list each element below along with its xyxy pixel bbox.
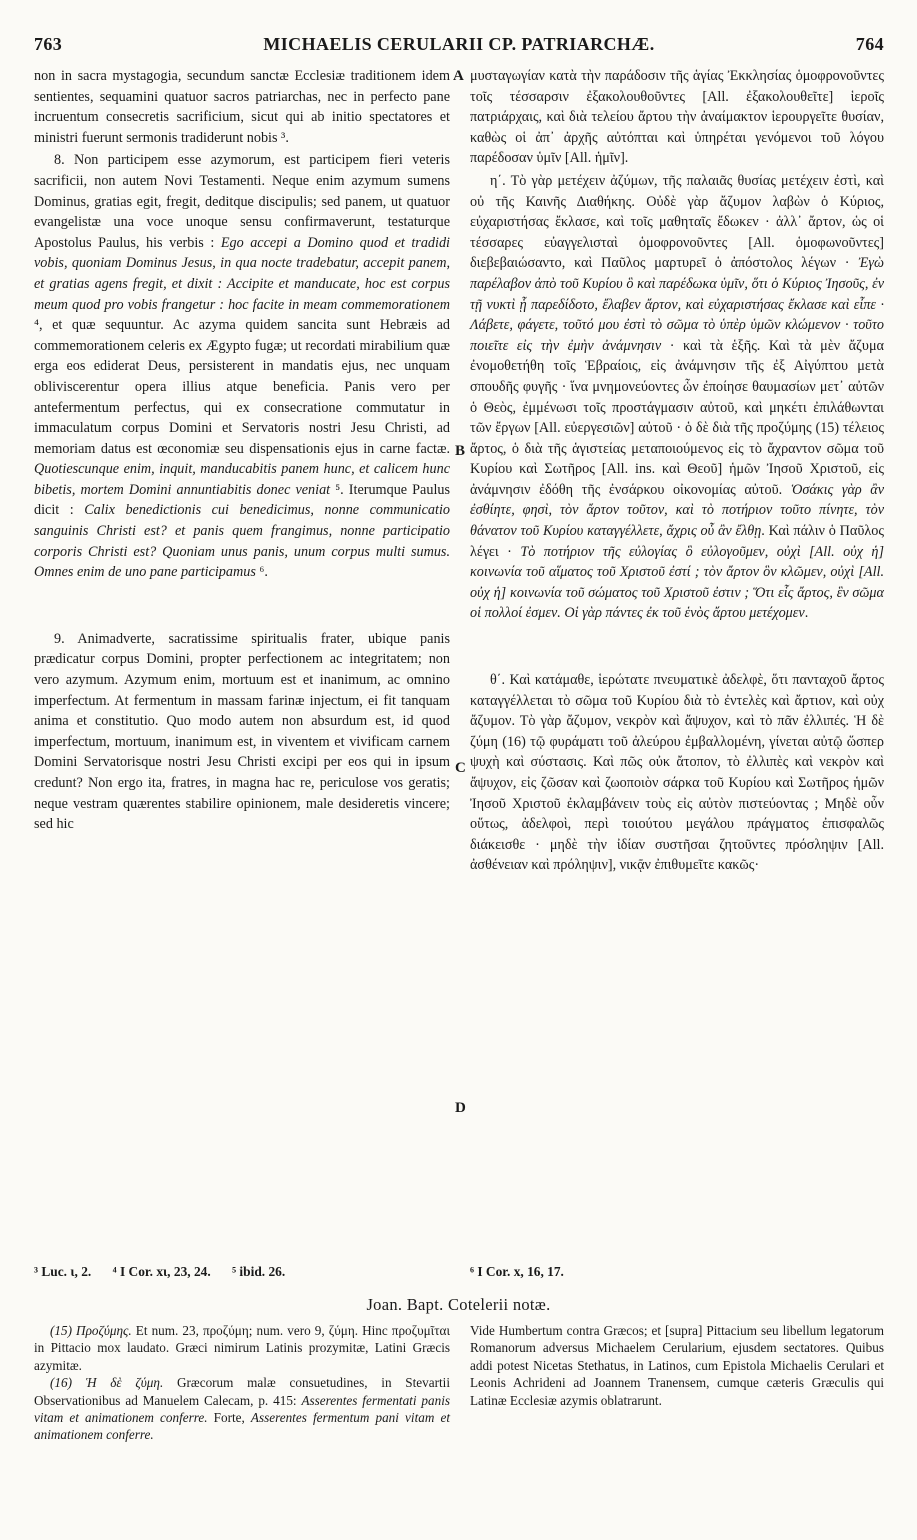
note-16-lemma: (16) Ἡ δὲ ζύμη. — [50, 1375, 164, 1391]
latin-paragraph-intro: non in sacra mystagogia, secundum sanctæ Ecclesiæ traditionem idem sentientes, sequamini quatuor sacros patriarchas, nec in perfecto pane incruentum consecretis sacrificium, sicut qui ab initio spectatores et ministri fuerunt sermonis tradiderunt nobis ³. — [34, 68, 450, 146]
note-16: (16) Ἡ δὲ ζύμη. Græcorum malæ consuetudines, in Stevartii Observationibus ad Manuelem Calecam, p. 415: Asserentes fermentati panis vitam et animationem conferre. Forte, Asserentes fermentum pani vitam et animationem conferre. — [34, 1375, 450, 1443]
greek-quote-1cor-11: Ἐγὼ παρέλαβον ἀπὸ τοῦ Κυρίου ὃ καὶ παρέδωκα ὑμῖν, ὅτι ὁ Κύριος Ἰησοῦς, ἐν τῇ νυκτὶ ᾗ παρεδίδοτο, ἔλαβεν ἄρτον, καὶ εὐχαριστήσας ἔκλασε καὶ εἶπε · Λάβετε, φάγετε, τοῦτό μου ἐστὶ τὸ σῶμα τὸ ὑπὲρ ὑμῶν κλώμενον · τοῦτο ποιεῖτε εἰς τὴν ἐμὴν ἀνάμνησιν — [470, 255, 884, 354]
editor-notes-left — [34, 1322, 450, 1444]
margin-letter-a: A — [453, 68, 464, 84]
greek-quote-1cor-11-26: Ὁσάκις γὰρ ἂν ἐσθίητε, φησὶ, τὸν ἄρτον τοῦτον, καὶ τὸ ποτήριον τοῦτο πίνητε, τὸν θάνατον τοῦ Κυρίου καταγγέλλετε, ἄχρις οὗ ἂν ἔλθῃ — [470, 481, 884, 540]
greek-quote-1cor-10: Τὸ ποτήριον τῆς εὐλογίας ὃ εὐλογοῦμεν, οὐχὶ [All. οὐχ ἡ] κοινωνία τοῦ αἵματος τοῦ Χριστοῦ ἐστί ; τὸν ἄρτον ὃν κλῶμεν, οὐχὶ [All. οὐχ ἡ] κοινωνία τοῦ σώματος τοῦ Χριστοῦ ἐστιν ; Ὅτι εἷς ἄρτος, ἓν σῶμα οἱ πολλοί ἐσμεν. Οἱ γὰρ πάντες ἐκ τοῦ ἑνὸς ἄρτου μετέχομεν — [470, 543, 884, 622]
latin-paragraph-8: 8. Non participem esse azymorum, est participem fieri veteris sacrificii, non autem Novi Testamenti. Neque enim azymum sumens Dominus, gratias egit, fregit, deditque discipulis; sed panem, ut quatuor evangelistæ una voce unoque sensu confirmaverunt, testaturque Apostolus Paulus, his verbis : Ego accepi a Domino quod et tradidi vobis, quoniam Dominus Jesus, in qua nocte tradebatur, accepit panem, et gratias agens fregit, et dixit : Accipite et manducate, hoc est corpus meum quod pro vobis frangetur : hoc facite in meam commemorationem ⁴, et quæ sequuntur. Ac azyma quidem sancita sunt Hebræis ad commemorationem celeris ex Ægypto fugæ; ut recordati mirabilium quæ erga eos ediderat Deus, persisterent in mandatis ejus, nec unquam obliviscerentur opera illius atque beneficia. Panis vero per antefermentum perfectus, qui ex consecratione commutatur in immaculatum corpus Domini et Servatoris nostri Jesu Christi, ad memoriam datus est œconomiæ seu dispensationis ejus in carne factæ. Quotiescunque enim, inquit, manducabitis panem hunc, et calicem hunc bibetis, mortem Domini annuntiabitis donec veniat ⁵. Iterumque Paulus dicit : Calix benedictionis cui benedicimus, nonne communicatio sanguinis Christi est? et panis quem frangimus, nonne participatio corporis Christi est? Quoniam unus panis, unum corpus multi sumus. Omnes enim de uno pane participamus ⁶. — [34, 152, 450, 581]
editor-notes-right — [470, 1322, 884, 1409]
latin-paragraph-9: 9. Animadverte, sacratissime spiritualis frater, ubique panis prædicatur corpus Domini, propter perfectionem ac integritatem; non vero azymum. Azymum enim, mortuum est et inanimum, ac omnino imperfectum. At fermentum in massam farinæ injectum, ei fit tanquam anima et constitutio. Quo modo autem non absurdum est, id quod imperfectum, mortuum, inanimum est, in viventem et vivificam carnem Domini Servatorisque nostri Jesu Christi excipi per eos qui in ipsum credunt? Non ergo ita, fratres, in magna hac re, periculose vos geratis; neque vestram quærentes stabilire opinionem, male desideretis vincere; sed hic — [34, 630, 450, 833]
notes-heading: Joan. Bapt. Cotelerii notæ. — [366, 1295, 551, 1314]
right-page-number: 764 — [855, 34, 884, 54]
margin-letter-c: C — [455, 760, 466, 776]
left-page-number: 763 — [34, 34, 63, 54]
margin-letter-b: B — [455, 443, 466, 459]
note-16-continued: Vide Humbertum contra Græcos; et [supra] Pittacium seu libellum legatorum Romanorum adversus Michaelem Cerularium, ejusdem sectatores. Quibus addi potest Nicetas Stethatus, in Latinos, cum Epistola Michaelis Cerulari et Leonis Achrideni ad Joannem Tranensem, cumque cæteris Græculis qui Latinæ Ecclesiæ azymis oblatrarunt. — [470, 1323, 884, 1408]
footnote-3: ³ Luc. ι, 2. — [34, 1264, 92, 1279]
running-head — [34, 34, 884, 56]
latin-quote-1cor-11: Ego accepi a Domino quod et tradidi vobis, quoniam Dominus Jesus, in qua nocte tradebatur, accepit panem, et gratias agens fregit, et dixit : Accipite et manducate, hoc est corpus meum quod pro vobis frangetur : hoc facite in meam commemorationem — [34, 234, 450, 313]
note-15: (15) Προζύμης. Et num. 23, προζύμη; num. vero 9, ζύμη. Hinc προζυμῖται in Pittacio mox laudato. Græci nimirum Latinis prozymitæ, Latini Græcis azymitæ. — [34, 1323, 450, 1373]
latin-quote-1cor-11-26: Quotiescunque enim, inquit, manducabitis panem hunc, et calicem hunc bibetis, mortem Domini annuntiabitis donec veniat — [34, 461, 450, 498]
footnote-6: ⁶ I Cor. x, 16, 17. — [470, 1264, 564, 1279]
greek-paragraph-8: η΄. Τὸ γὰρ μετέχειν ἀζύμων, τῆς παλαιᾶς θυσίας μετέχειν ἐστὶ, καὶ οὐ τῆς Καινῆς Διαθήκης. Οὐδὲ γὰρ ἄζυμον λαβὼν ὁ Κύριος, εὐχαριστήσας ἔκλασε, καὶ τοῖς μαθηταῖς ἔδωκεν · ἀλλ᾽ ἄρτον, ὡς οἱ τέσσαρες εὐαγγελισταὶ ὁμοφρονοῦντες [All. ὁμοφωνοῦντες] διεβεβαιώσαντο, καὶ Παῦλος μαρτυρεῖ ὁ ἀπόστολος λέγων · Ἐγὼ παρέλαβον ἀπὸ τοῦ Κυρίου ὃ καὶ παρέδωκα ὑμῖν, ὅτι ὁ Κύριος Ἰησοῦς, ἐν τῇ νυκτὶ ᾗ παρεδίδοτο, ἔλαβεν ἄρτον, καὶ εὐχαριστήσας ἔκλασε καὶ εἶπε · Λάβετε, φάγετε, τοῦτό μου ἐστὶ τὸ σῶμα τὸ ὑπὲρ ὑμῶν κλώμενον · τοῦτο ποιεῖτε εἰς τὴν ἐμὴν ἀνάμνησιν · καὶ τὰ ἑξῆς. Καὶ τὰ μὲν ἄζυμα ἐνομοθετήθη τοῖς Ἑβραίοις, εἰς ἀνάμνησιν τῆς ἐξ Αἰγύπτου μετὰ σπουδῆς φυγῆς · ἵνα μνημονεύοντες ὧν ἐποίησε θαυμασίων μετ᾽ αὐτῶν ὁ Θεὸς, ἐμμένωσι τοῖς προστάγμασιν αὐτοῦ, καὶ μηκέτι ἐπιλάθωνται τῶν ἔργων [All. εὐεργεσιῶν] αὐτοῦ · ὁ δὲ διὰ τῆς προζύμης (15) τέλειος ἄρτος, ὁ διὰ τῆς ἁγιστείας μεταποιούμενος εἰς τὸ ἄχραντον σῶμα τοῦ Κυρίου καὶ Σωτῆρος [All. ins. καὶ Θεοῦ] ἡμῶν Ἰησοῦ Χριστοῦ, εἰς ἀνάμνησιν ἐδόθη τῆς ἐνσάρκου οἰκονομίας αὐτοῦ. Ὁσάκις γὰρ ἂν ἐσθίητε, φησὶ, τὸν ἄρτον τοῦτον, καὶ τὸ ποτήριον τοῦτο πίνητε, τὸν θάνατον τοῦ Κυρίου καταγγέλλετε, ἄχρις οὗ ἂν ἔλθῃ. Καὶ πάλιν ὁ Παῦλος λέγει · Τὸ ποτήριον τῆς εὐλογίας ὃ εὐλογοῦμεν, οὐχὶ [All. οὐχ ἡ] κοινωνία τοῦ αἵματος τοῦ Χριστοῦ ἐστί ; τὸν ἄρτον ὃν κλῶμεν, οὐχὶ [All. οὐχ ἡ] κοινωνία τοῦ σώματος τοῦ Χριστοῦ ἐστιν ; Ὅτι εἷς ἄρτος, ἓν σῶμα οἱ πολλοί ἐσμεν. Οἱ γὰρ πάντες ἐκ τοῦ ἑνὸς ἄρτου μετέχομεν. — [470, 172, 884, 622]
latin-quote-1cor-10: Calix benedictionis cui benedicimus, nonne communicatio sanguinis Christi est? et panis quem frangimus, nonne participatio corporis Christi est? Quoniam unus panis, unum corpus multi sumus. Omnes enim de uno pane participamus — [34, 502, 450, 581]
running-title: MICHAELIS CERULARII CP. PATRIARCHÆ. — [263, 34, 655, 54]
scripture-footnotes-left — [34, 1264, 450, 1280]
greek-paragraph-intro: μυσταγωγίαν κατὰ τὴν παράδοσιν τῆς ἁγίας Ἐκκλησίας ὁμοφρονοῦντες τοῖς τέσσαρσιν ἐξακολουθοῦντες [All. ἐξακολουθεῖτε] ἱεροῖς πατριάρχαις, καὶ διὰ τελείου ἄρτου τὴν ἀναίμακτον ἱερουργεῖτε θυσίαν, καθὼς οἱ ἀπ᾽ ἀρχῆς αὐτόπται καὶ ὑπηρέται γενόμενοι τοῦ λόγου παρέδοσαν ὑμῖν [All. ἡμῖν]. — [470, 68, 884, 167]
margin-letter-d: D — [455, 1100, 466, 1116]
greek-paragraph-9: θ΄. Καὶ κατάμαθε, ἱερώτατε πνευματικὲ ἀδελφὲ, ὅτι πανταχοῦ ἄρτος καταγγέλλεται τὸ σῶμα τοῦ Κυρίου διὰ τὸ ἐντελὲς καὶ ἄρτιον, καὶ οὐχ ἄζυμον. Τὸ γὰρ ἄζυμον, νεκρὸν καὶ ἄψυχον, καὶ τὸ πᾶν ἐλλιπές. Ἡ δὲ ζύμη (16) τῷ φυράματι τοῦ ἀλεύρου ἐμβαλλομένη, γίνεται αὐτῷ ὥσπερ ψυχὴ καὶ σύστασις. Καὶ πῶς οὐκ ἄτοπον, τὸ ἐλλιπὲς καὶ νεκρὸν καὶ ἄψυχον, εἰς ζῶσαν καὶ ζωοποιὸν σάρκα τοῦ Κυρίου καὶ Σωτῆρος ἡμῶν Ἰησοῦ Χριστοῦ ἐκλαμβάνειν τοὺς εἰς αὐτὸν πιστεύοντας ; Μηδὲ οὖν οὕτως, ἀδελφοὶ, περὶ τοιούτου μεγάλου πράγματος ἐπισφαλῶς διάκεισθε · μηδὲ τὴν ἰδίαν συστῆσαι ζητοῦντες πρόσληψιν [All. ἀσθένειαν καὶ πρόληψιν], νικᾷν ἐπιθυμεῖτε κακῶς· — [470, 672, 884, 874]
footnote-4: ⁴ I Cor. xι, 23, 24. — [112, 1264, 211, 1279]
scripture-footnotes-right — [470, 1264, 884, 1280]
note-15-lemma: (15) Προζύμης. — [50, 1323, 132, 1338]
greek-column — [470, 66, 884, 876]
footnote-5: ⁵ ibid. 26. — [232, 1264, 286, 1279]
latin-column — [34, 66, 450, 835]
